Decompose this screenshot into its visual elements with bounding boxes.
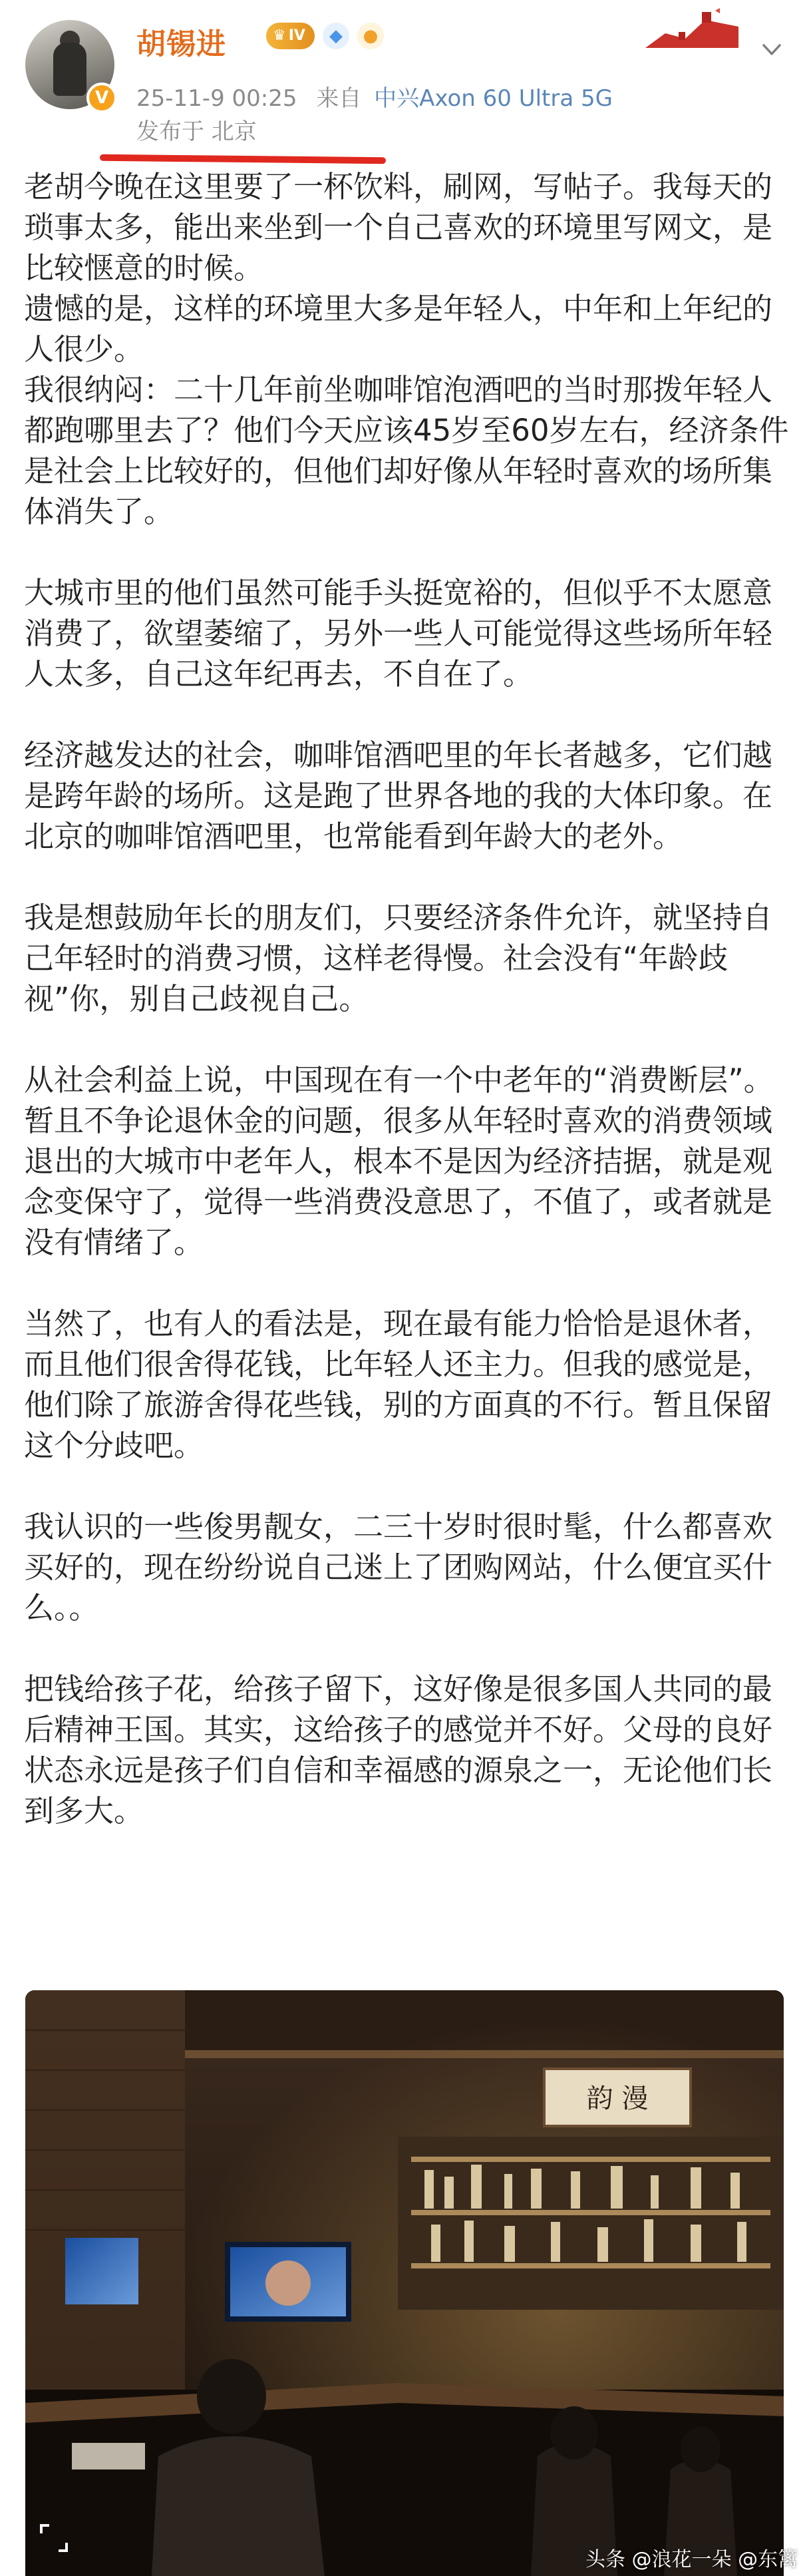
paragraph: 我是想鼓励年长的朋友们，只要经济条件允许，就坚持自己年轻时的消费习惯，这样老得慢。社会没有“年龄歧视”你，别自己歧视自己。 xyxy=(24,900,773,1016)
paragraph: 当然了，也有人的看法是，现在最有能力恰恰是退休者，而且他们很舍得花钱，比年轻人还主力。但我的感觉是，他们除了旅游舍得花些钱，别的方面真的不行。暂且保留这个分歧吧。 xyxy=(24,1306,773,1463)
post-timestamp: 25-11-9 00:25 xyxy=(136,85,297,112)
level-badge[interactable] xyxy=(266,23,315,49)
paragraph-spacer xyxy=(24,532,789,572)
author-badges xyxy=(266,23,384,49)
source-device-link[interactable]: 中兴Axon 60 Ultra 5G xyxy=(374,85,613,112)
post-photo[interactable] xyxy=(25,1990,784,2576)
paragraph-spacer xyxy=(24,1019,789,1060)
annotation-underline xyxy=(100,154,386,164)
level-badge-label: IV xyxy=(288,27,305,44)
post-meta xyxy=(136,80,613,112)
paragraph: 遗憾的是，这样的环境里大多是年轻人，中年和上年纪的人很少。 xyxy=(24,291,773,367)
author-name[interactable]: 胡锡进 xyxy=(136,27,226,61)
bar-scene-image xyxy=(25,1990,784,2576)
post-content xyxy=(24,166,789,1831)
great-wall-banner-icon xyxy=(639,7,745,53)
paragraph: 经济越发达的社会，咖啡馆酒吧里的年长者越多，它们越是跨年龄的场所。这是跑了世界各地的我的大体印象。在北京的咖啡馆酒吧里，也常能看到年龄大的老外。 xyxy=(24,738,773,854)
post-location: 发布于 北京 xyxy=(136,118,257,145)
avatar-figure-body xyxy=(53,43,86,96)
bar-sign-text: 韵 漫 xyxy=(586,2083,649,2114)
paragraph: 把钱给孩子花，给孩子留下，这好像是很多国人共同的最后精神王国。其实，这给孩子的感觉并不好。父母的良好状态永远是孩子们自信和幸福感的源泉之一，无论他们长到多大。 xyxy=(24,1671,773,1828)
fish-badge-icon[interactable]: ● xyxy=(357,23,384,49)
paragraph: 我很纳闷：二十几年前坐咖啡馆泡酒吧的当时那拨年轻人都跑哪里去了？他们今天应该45岁至60岁左右，经济条件是社会上比较好的，但他们却好像从年轻时喜欢的场所集体消失了。 xyxy=(24,372,789,529)
post-header xyxy=(0,0,809,160)
source-prefix: 来自 xyxy=(316,85,362,112)
membership-icon[interactable]: ◆ xyxy=(323,23,349,49)
paragraph-spacer xyxy=(24,1466,789,1506)
paragraph-spacer xyxy=(24,1628,789,1669)
paragraph-spacer xyxy=(24,1263,789,1303)
more-chevron-icon[interactable] xyxy=(752,29,792,69)
watermark: 头条 @浪花一朵 @东篱 xyxy=(585,2548,798,2571)
paragraph-spacer xyxy=(24,694,789,735)
paragraph: 老胡今晚在这里要了一杯饮料，刷网，写帖子。我每天的琐事太多，能出来坐到一个自己喜欢的环境里写网文，是比较惬意的时候。 xyxy=(24,169,773,286)
verified-badge-icon: V xyxy=(86,83,117,113)
paragraph-spacer xyxy=(24,857,789,897)
crown-icon: ♛ xyxy=(273,27,286,44)
expand-icon[interactable] xyxy=(39,2523,69,2553)
paragraph: 我认识的一些俊男靓女，二三十岁时很时髦，什么都喜欢买好的，现在纷纷说自己迷上了团购网站，什么便宜买什么。。 xyxy=(24,1509,773,1625)
paragraph: 大城市里的他们虽然可能手头挺宽裕的，但似乎不太愿意消费了，欲望萎缩了，另外一些人可能觉得这些场所年轻人太多，自己这年纪再去，不自在了。 xyxy=(24,575,773,692)
paragraph: 从社会利益上说，中国现在有一个中老年的“消费断层”。暂且不争论退休金的问题，很多从年轻时喜欢的消费领域退出的大城市中老年人，根本不是因为经济拮据，就是观念变保守了，觉得一些消费没意思了，不值了，或者就是没有情绪了。 xyxy=(24,1062,774,1260)
